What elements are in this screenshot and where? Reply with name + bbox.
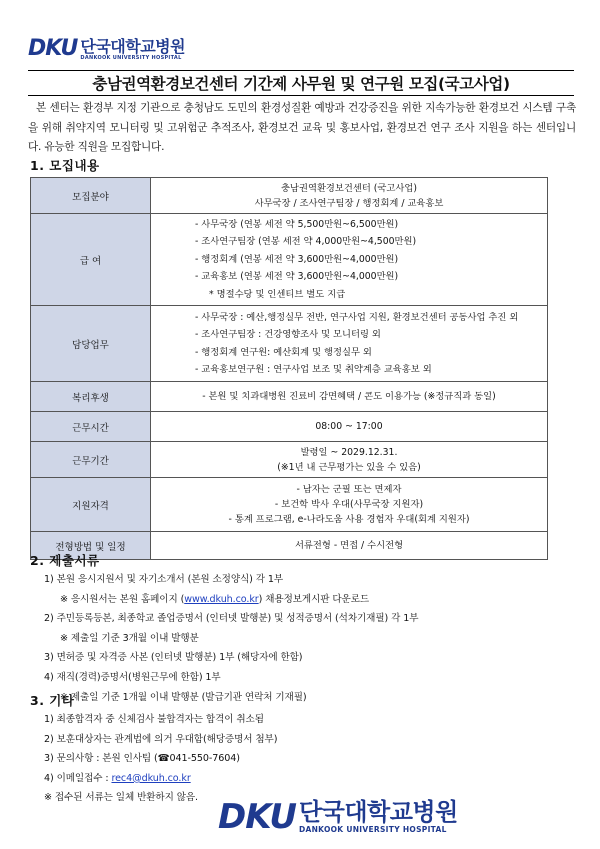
list-item: 1) 본원 응시지원서 및 자기소개서 (본원 소정양식) 각 1부 (44, 574, 284, 585)
period-line-1: 발령일 ~ 2029.12.31. (300, 446, 398, 458)
logo-name-en: DANKOOK UNIVERSITY HOSPITAL (80, 55, 182, 61)
dku-logo-mark: DKU (28, 36, 78, 61)
row-label-hours: 근무시간 (31, 412, 151, 442)
table-row-selection (31, 532, 548, 560)
list-item: 3) 문의사항 : 본원 인사팀 (☎041-550-7604) (44, 753, 240, 765)
row-label-period: 근무기간 (31, 442, 151, 478)
salary-note: * 명절수당 및 인센티브 별도 지급 (209, 288, 346, 300)
homepage-link[interactable]: www.dkuh.co.kr (184, 593, 259, 605)
field-line-1: 충남권역환경보건센터 (국고사업) (281, 182, 417, 194)
documents-list (44, 570, 418, 707)
row-label-salary: 급 여 (31, 214, 151, 306)
hospital-logo-top (28, 38, 185, 61)
row-label-duties: 담당업무 (31, 306, 151, 382)
page-title: 충남권역환경보건센터 기간제 사무원 및 연구원 모집(국고사업) (92, 75, 510, 93)
list-item: 1) 최종합격자 중 신체검사 불합격자는 합격이 취소됨 (44, 714, 264, 725)
list-item: 4) 이메일접수 : rec4@dkuh.co.kr (44, 772, 191, 784)
list-item-note: ※ 응시원서는 본원 홈페이지 (www.dkuh.co.kr) 채용정보게시판 다운로드 (60, 593, 370, 605)
row-label-welfare: 복리후생 (31, 382, 151, 412)
qualification-line-1: - 남자는 군필 또는 면제자 (296, 484, 402, 495)
email-link[interactable]: rec4@dkuh.co.kr (111, 772, 191, 784)
row-label-field: 모집분야 (31, 178, 151, 214)
list-item-note: ※ 제출일 기준 3개월 이내 발행분 (60, 632, 199, 644)
salary-line-4: - 교육홍보 (연봉 세전 약 3,600만원~4,000만원) (195, 271, 399, 283)
logo-name-kr: 단국대학교병원 (298, 798, 458, 826)
row-label-qualification: 지원자격 (31, 478, 151, 532)
qualification-line-2: - 보건학 박사 우대(사무국장 지원자) (274, 499, 424, 510)
table-row-welfare (31, 382, 548, 412)
logo-name-kr: 단국대학교병원 (80, 37, 186, 56)
duties-line-2: - 조사연구팀장 : 건강영향조사 및 모니터링 외 (195, 329, 381, 340)
logo-name-en: DANKOOK UNIVERSITY HOSPITAL (298, 825, 447, 834)
salary-line-3: - 행정회계 (연봉 세전 약 3,600만원~4,000만원) (195, 253, 399, 265)
field-line-2: 사무국장 / 조사연구팀장 / 행정회계 / 교육홍보 (254, 197, 444, 209)
row-label-selection: 전형방법 및 일정 (31, 532, 151, 560)
table-row-duties (31, 306, 548, 382)
intro-paragraph: 본 센터는 환경부 지정 기관으로 충청남도 도민의 환경성질환 예방과 건강증진을 위한 지속가능한 환경보건 시스템 구축을 위해 취약지역 모니터링 및 고위험군 추적조사, 환경보건 교육 및 홍보사업, 환경보건 연구 조사 지원을 하는 센터입니다. 유능한 직원을 모집합니다. (28, 102, 576, 153)
salary-line-2: - 조사연구팀장 (연봉 세전 약 4,000만원~4,500만원) (195, 236, 417, 248)
table-row-qualification (31, 478, 548, 532)
duties-line-3: - 행정회계 연구원: 예산회계 및 행정실무 외 (195, 346, 372, 358)
list-item: 2) 보훈대상자는 관계법에 의거 우대함(해당증명서 첨부) (44, 733, 278, 745)
duties-line-1: - 사무국장 : 예산,행정실무 전반, 연구사업 지원, 환경보건센터 공동사업 추진 외 (195, 311, 519, 323)
welfare-value: - 본원 및 치과대병원 진료비 감면혜택 / 콘도 이용가능 (※정규직과 동일) (151, 382, 548, 412)
recruitment-table (30, 177, 548, 560)
duties-line-4: - 교육홍보연구원 : 연구사업 보조 및 취약계층 교육홍보 외 (195, 364, 432, 375)
section-heading-recruitment: 1. 모집내용 (30, 158, 100, 173)
list-item-note: ※ 접수된 서류는 일체 반환하지 않음. (44, 792, 198, 804)
qualification-line-3: - 통계 프로그램, e-나라도움 사용 경험자 우대(회계 지원자) (228, 514, 470, 525)
hours-value: 08:00 ~ 17:00 (151, 412, 548, 442)
section-heading-other: 3. 기타 (30, 693, 75, 708)
selection-value: 서류전형 - 면접 / 수시전형 (151, 532, 548, 560)
table-row-hours (31, 412, 548, 442)
list-item: 3) 면허증 및 자격증 사본 (인터넷 발행분) 1부 (해당자에 한함) (44, 652, 303, 664)
salary-line-1: - 사무국장 (연봉 세전 약 5,500만원~6,500만원) (195, 218, 399, 230)
table-row-salary (31, 214, 548, 306)
hospital-logo-bottom (218, 797, 458, 837)
title-bar (28, 70, 574, 96)
dku-logo-mark: DKU (218, 797, 296, 837)
table-row-period (31, 442, 548, 478)
period-line-2: (※1년 내 근무평가는 있을 수 있음) (277, 461, 421, 473)
table-row-field (31, 178, 548, 214)
other-list (44, 710, 277, 808)
list-item-note: ※ 제출일 기준 1개월 이내 발행분 (발급기관 연락처 기재필) (60, 691, 307, 703)
section-heading-documents: 2. 제출서류 (30, 553, 100, 568)
list-item: 2) 주민등록등본, 최종학교 졸업증명서 (인터넷 발행분) 및 성적증명서 (석차기재필) 각 1부 (44, 613, 419, 625)
list-item: 4) 재직(경력)증명서(병원근무에 한함) 1부 (44, 671, 221, 683)
